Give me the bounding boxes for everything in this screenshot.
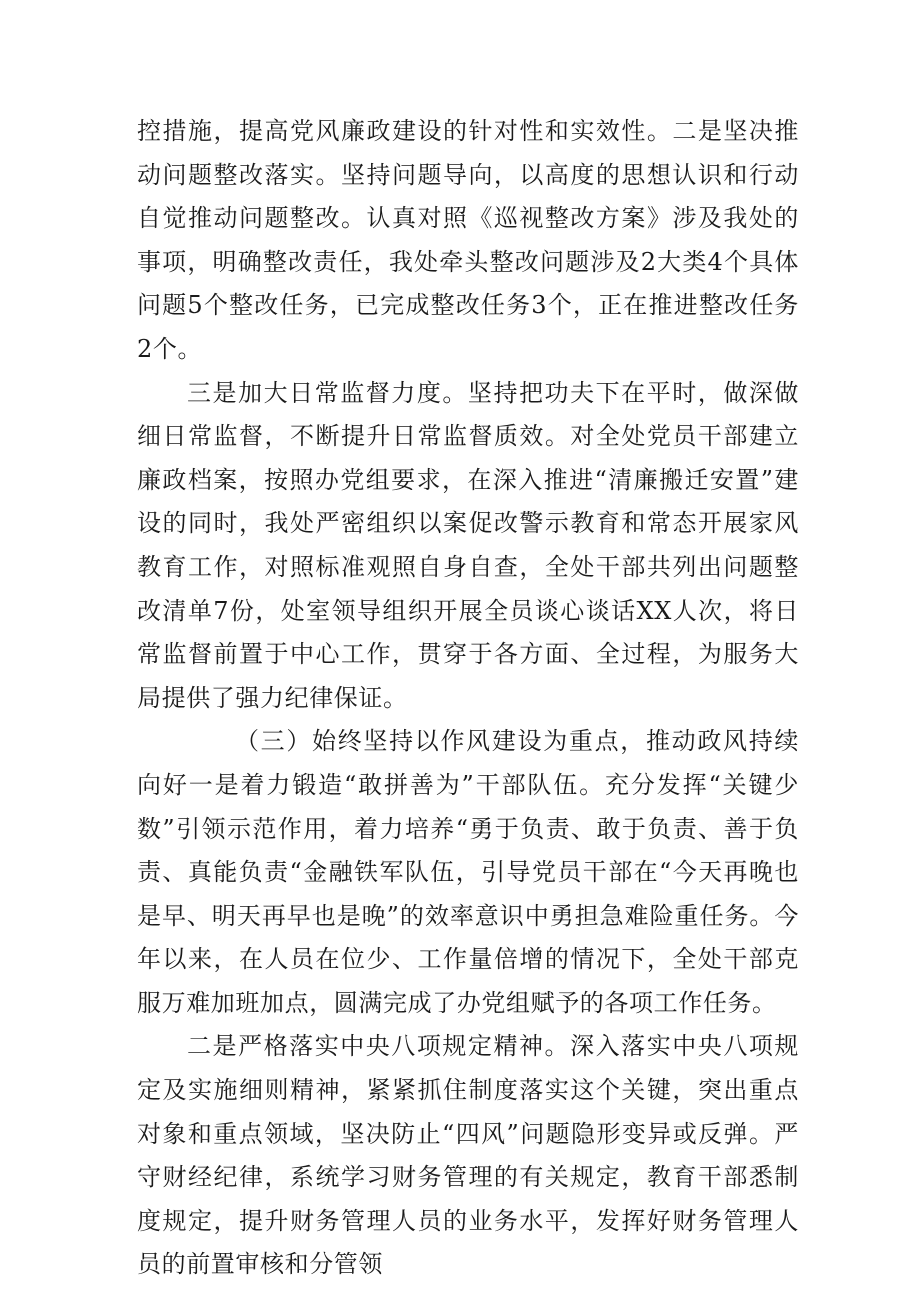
document-body: [137, 110, 799, 1287]
paragraph-eight-regulations: 二是严格落实中央八项规定精神。深入落实中央八项规定及实施细则精神，紧紧抓住制度落实这个关键，突出重点对象和重点领域，坚决防止“四风”问题隐形变异或反弹。严守财经纪律，系统学习财务管理的有关规定，教育干部悉制度规定，提升财务管理人员的业务水平，发挥好财务管理人员的前置审核和分管领: [137, 1032, 799, 1279]
paragraph-daily-supervision: 三是加大日常监督力度。坚持把功夫下在平时，做深做细日常监督，不断提升日常监督质效。对全处党员干部建立廉政档案，按照办党组要求，在深入推进“清廉搬迁安置”建设的同时，我处严密组织以案促改警示教育和常态开展家风教育工作，对照标准观照自身自查，全处干部共列出问题整改清单7份，处室领导组织开展全员谈心谈话XX人次，将日常监督前置于中心工作，贯穿于各方面、全过程，为服务大局提供了强力纪律保证。: [137, 378, 799, 712]
paragraph-work-style: （三）始终坚持以作风建设为重点，推动政风持续向好一是着力锻造“敢拼善为”干部队伍。充分发挥“关键少数”引领示范作用，着力培养“勇于负责、敢于负责、善于负责、真能负责“金融铁军队伍，引导党员干部在“今天再晚也是早、明天再早也是晚”的效率意识中勇担急难险重任务。今年以来，在人员在位少、工作量倍增的情况下，全处干部克服万难加班加点，圆满完成了办党组赋予的各项工作任务。: [137, 727, 799, 1017]
paragraph-continuation: 控措施，提高党风廉政建设的针对性和实效性。二是坚决推动问题整改落实。坚持问题导向，以高度的思想认识和行动自觉推动问题整改。认真对照《巡视整改方案》涉及我处的事项，明确整改责任，我处牵头整改问题涉及2大类4个具体问题5个整改任务，已完成整改任务3个，正在推进整改任务2个。: [137, 117, 799, 363]
